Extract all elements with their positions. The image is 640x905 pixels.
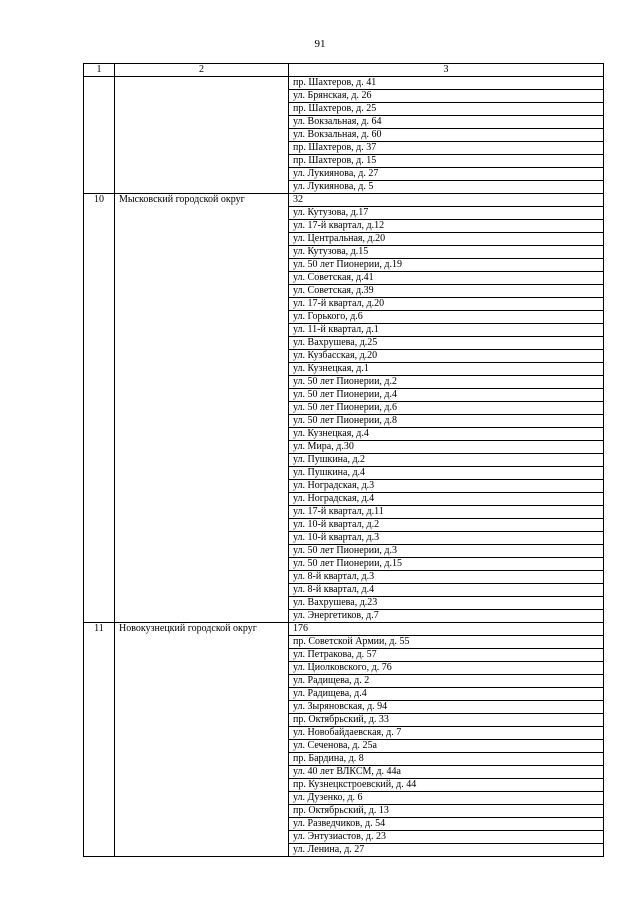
address-cell: ул. 50 лет Пионерии, д.15	[289, 558, 604, 571]
municipality-name: Мысковский городской округ	[115, 194, 289, 623]
address-cell: ул. Циолковского, д. 76	[289, 662, 604, 675]
row-number	[84, 77, 115, 194]
column-header-1: 1	[84, 64, 115, 77]
address-cell: пр. Октябрьский, д. 33	[289, 714, 604, 727]
address-cell: ул. Советская, д.39	[289, 285, 604, 298]
address-cell: ул. Горького, д.6	[289, 311, 604, 324]
address-cell: ул. 50 лет Пионерии, д.6	[289, 402, 604, 415]
address-cell: пр. Шахтеров, д. 41	[289, 77, 604, 90]
page-number: 91	[314, 38, 326, 50]
table-row	[84, 623, 604, 636]
address-cell: ул. Радищева, д. 2	[289, 675, 604, 688]
address-cell: ул. 50 лет Пионерии, д.4	[289, 389, 604, 402]
address-cell: ул. Кузнецкая, д.4	[289, 428, 604, 441]
address-cell: ул. 17-й квартал, д.20	[289, 298, 604, 311]
address-cell: ул. 10-й квартал, д.3	[289, 532, 604, 545]
address-cell: ул. 10-й квартал, д.2	[289, 519, 604, 532]
address-cell: ул. 8-й квартал, д.3	[289, 571, 604, 584]
address-cell: ул. Разведчиков, д. 54	[289, 818, 604, 831]
address-cell: ул. 50 лет Пионерии, д.19	[289, 259, 604, 272]
count-cell: 32	[289, 194, 604, 207]
address-cell: ул. Кутузова, д.15	[289, 246, 604, 259]
address-cell: ул. Пушкина, д.4	[289, 467, 604, 480]
address-cell: ул. 11-й квартал, д.1	[289, 324, 604, 337]
address-cell: ул. Лукиянова, д. 27	[289, 168, 604, 181]
address-cell: ул. Вокзальная, д. 64	[289, 116, 604, 129]
address-cell: ул. Лукиянова, д. 5	[289, 181, 604, 194]
address-cell: пр. Октябрьский, д. 13	[289, 805, 604, 818]
address-cell: пр. Шахтеров, д. 15	[289, 155, 604, 168]
address-cell: ул. 50 лет Пионерии, д.3	[289, 545, 604, 558]
table-row	[84, 194, 604, 207]
address-cell: ул. Вахрушева, д.23	[289, 597, 604, 610]
municipality-name: Новокузнецкий городской округ	[115, 623, 289, 857]
address-cell: ул. 8-й квартал, д.4	[289, 584, 604, 597]
table-body	[84, 77, 604, 857]
address-cell: ул. Дузенко, д. 6	[289, 792, 604, 805]
municipality-name	[115, 77, 289, 194]
address-cell: ул. Мира, д.30	[289, 441, 604, 454]
address-cell: ул. Сеченова, д. 25а	[289, 740, 604, 753]
address-cell: ул. Энтузиастов, д. 23	[289, 831, 604, 844]
table-header-row	[84, 64, 604, 77]
address-cell: ул. 50 лет Пионерии, д.8	[289, 415, 604, 428]
row-number: 10	[84, 194, 115, 623]
address-cell: ул. Энергетиков, д.7	[289, 610, 604, 623]
address-cell: пр. Бардина, д. 8	[289, 753, 604, 766]
address-cell: ул. Вахрушева, д.25	[289, 337, 604, 350]
address-cell: ул. Кузнецкая, д.1	[289, 363, 604, 376]
address-cell: ул. Центральная, д.20	[289, 233, 604, 246]
column-header-2: 2	[115, 64, 289, 77]
address-table	[83, 63, 604, 857]
address-cell: ул. Кутузова, д.17	[289, 207, 604, 220]
address-cell: ул. 50 лет Пионерии, д.2	[289, 376, 604, 389]
address-cell: ул. 17-й квартал, д.12	[289, 220, 604, 233]
address-cell: ул. Брянская, д. 26	[289, 90, 604, 103]
address-cell: пр. Шахтеров, д. 25	[289, 103, 604, 116]
address-cell: ул. Вокзальная, д. 60	[289, 129, 604, 142]
address-cell: ул. Зыряновская, д. 94	[289, 701, 604, 714]
address-cell: ул. Ленина, д. 27	[289, 844, 604, 857]
address-cell: ул. 17-й квартал, д.11	[289, 506, 604, 519]
address-cell: ул. Петракова, д. 57	[289, 649, 604, 662]
address-cell: пр. Шахтеров, д. 37	[289, 142, 604, 155]
address-cell: ул. Радищева, д.4	[289, 688, 604, 701]
row-number: 11	[84, 623, 115, 857]
address-cell: пр. Кузнецкстроевский, д. 44	[289, 779, 604, 792]
address-cell: ул. Ноградская, д.4	[289, 493, 604, 506]
address-cell: пр. Советской Армии, д. 55	[289, 636, 604, 649]
address-cell: ул. Пушкина, д.2	[289, 454, 604, 467]
address-cell: ул. Ноградская, д.3	[289, 480, 604, 493]
address-cell: ул. Новобайдаевская, д. 7	[289, 727, 604, 740]
address-cell: ул. Кузбасская, д.20	[289, 350, 604, 363]
address-cell: ул. 40 лет ВЛКСМ, д. 44а	[289, 766, 604, 779]
count-cell: 176	[289, 623, 604, 636]
column-header-3: 3	[289, 64, 604, 77]
table-row	[84, 77, 604, 90]
address-cell: ул. Советская, д.41	[289, 272, 604, 285]
